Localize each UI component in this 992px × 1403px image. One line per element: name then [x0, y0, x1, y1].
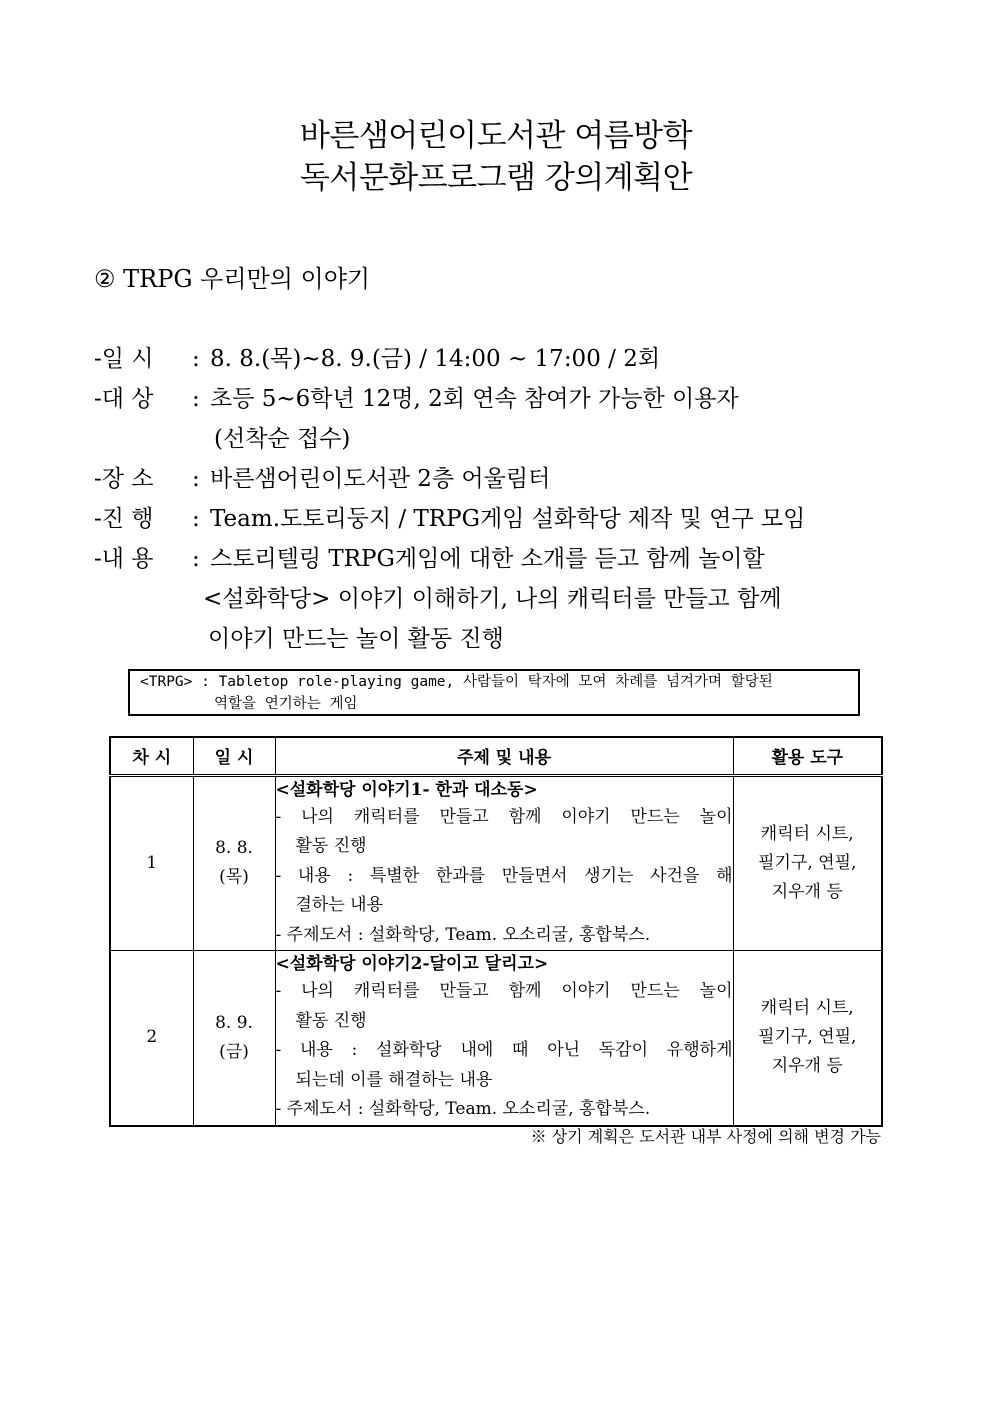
info-colon: : [192, 346, 200, 372]
date-cell [193, 775, 275, 951]
info-target-note: (선착순 접수) [214, 426, 351, 452]
table-row [110, 775, 882, 951]
page-title-line-2: 독서문화프로그램 강의계획안 [299, 160, 693, 196]
info-colon: : [192, 506, 200, 532]
info-label: -장 소 [94, 466, 154, 492]
info-colon: : [192, 466, 200, 492]
header-tools: 활용 도구 [733, 737, 882, 775]
info-row-date [94, 343, 660, 375]
content-bullet: - 나의 캐릭터를 만들고 함께 이야기 만드는 놀이 [275, 806, 733, 827]
schedule-table [109, 736, 883, 1127]
tools-line: 지우개 등 [771, 1056, 843, 1077]
header-content: 주제 및 내용 [275, 737, 733, 775]
tools-line: 캐릭터 시트, [760, 998, 854, 1019]
date-day: (금) [219, 1041, 249, 1062]
info-content-line-2: <설화학당> 이야기 이해하기, 나의 캐릭터를 만들고 함께 [203, 586, 782, 612]
tools-line: 지우개 등 [771, 881, 843, 902]
tools-line: 필기구, 연필, [758, 852, 857, 873]
content-topic: <설화학당 이야기1- 한과 대소동> [275, 779, 538, 800]
info-value: 8. 8.(목)~8. 9.(금) / 14:00 ~ 17:00 / 2회 [210, 346, 661, 372]
date-value: 8. 9. [215, 1012, 253, 1033]
info-row-target [94, 383, 739, 415]
date-day: (목) [219, 867, 249, 888]
session-cell: 2 [110, 951, 193, 1126]
info-colon: : [192, 386, 200, 412]
header-date: 일 시 [193, 737, 275, 775]
info-value: Team.도토리둥지 / TRPG게임 설화학당 제작 및 연구 모임 [210, 506, 806, 532]
date-value: 8. 8. [215, 838, 253, 859]
date-cell [193, 951, 275, 1126]
info-row-place [94, 463, 550, 495]
definition-line-2: 역할을 연기하는 게임 [214, 696, 358, 712]
content-bullet-cont: 활동 진행 [295, 836, 367, 856]
tools-line: 필기구, 연필, [758, 1027, 857, 1048]
page-title-line-1: 바른샘어린이도서관 여름방학 [299, 118, 693, 154]
content-cell [275, 775, 733, 951]
info-label: -진 행 [94, 506, 154, 532]
tools-cell [733, 775, 882, 951]
tools-line: 캐릭터 시트, [760, 823, 854, 844]
info-row-content [94, 543, 765, 575]
session-cell: 1 [110, 775, 193, 951]
content-topic: <설화학당 이야기2-달이고 달리고> [275, 954, 549, 974]
info-value: 스토리텔링 TRPG게임에 대한 소개를 듣고 함께 놀이할 [210, 546, 765, 572]
table-header-row [110, 737, 882, 775]
info-colon: : [192, 546, 200, 572]
info-value: 바른샘어린이도서관 2층 어울림터 [210, 466, 551, 492]
content-bullet-cont: 되는데 이를 해결하는 내용 [295, 1069, 493, 1090]
content-bullet: - 주제도서 : 설화학당, Team. 오소리굴, 홍합북스. [275, 924, 651, 945]
content-bullet: - 내용 : 특별한 한과를 만들면서 생기는 사건을 해 [275, 865, 733, 886]
section-heading: ② TRPG 우리만의 이야기 [94, 265, 371, 293]
info-label: -대 상 [94, 386, 154, 412]
info-row-host [94, 503, 805, 535]
info-label: -일 시 [94, 346, 154, 372]
definition-line-1: <TRPG> : Tabletop role-playing game, 사람들이 탁자에 모여 차례를 넘겨가며 할당된 [140, 674, 773, 690]
table-row [110, 951, 882, 1126]
content-bullet: - 나의 캐릭터를 만들고 함께 이야기 만드는 놀이 [275, 981, 733, 1001]
info-value: 초등 5~6학년 12명, 2회 연속 참여가 가능한 이용자 [210, 386, 739, 412]
tools-cell [733, 951, 882, 1126]
content-bullet-cont: 활동 진행 [295, 1010, 367, 1031]
trpg-definition-box [128, 669, 860, 716]
footnote: ※ 상기 계획은 도서관 내부 사정에 의해 변경 가능 [530, 1127, 881, 1146]
content-bullet: - 주제도서 : 설화학당, Team. 오소리굴, 홍합북스. [275, 1099, 651, 1119]
content-cell [275, 951, 733, 1126]
info-label: -내 용 [94, 546, 154, 572]
info-content-line-3: 이야기 만드는 놀이 활동 진행 [208, 626, 504, 652]
header-session: 차 시 [110, 737, 193, 775]
content-bullet-cont: 결하는 내용 [295, 895, 384, 915]
content-bullet: - 내용 : 설화학당 내에 때 아닌 독감이 유행하게 [275, 1040, 733, 1060]
